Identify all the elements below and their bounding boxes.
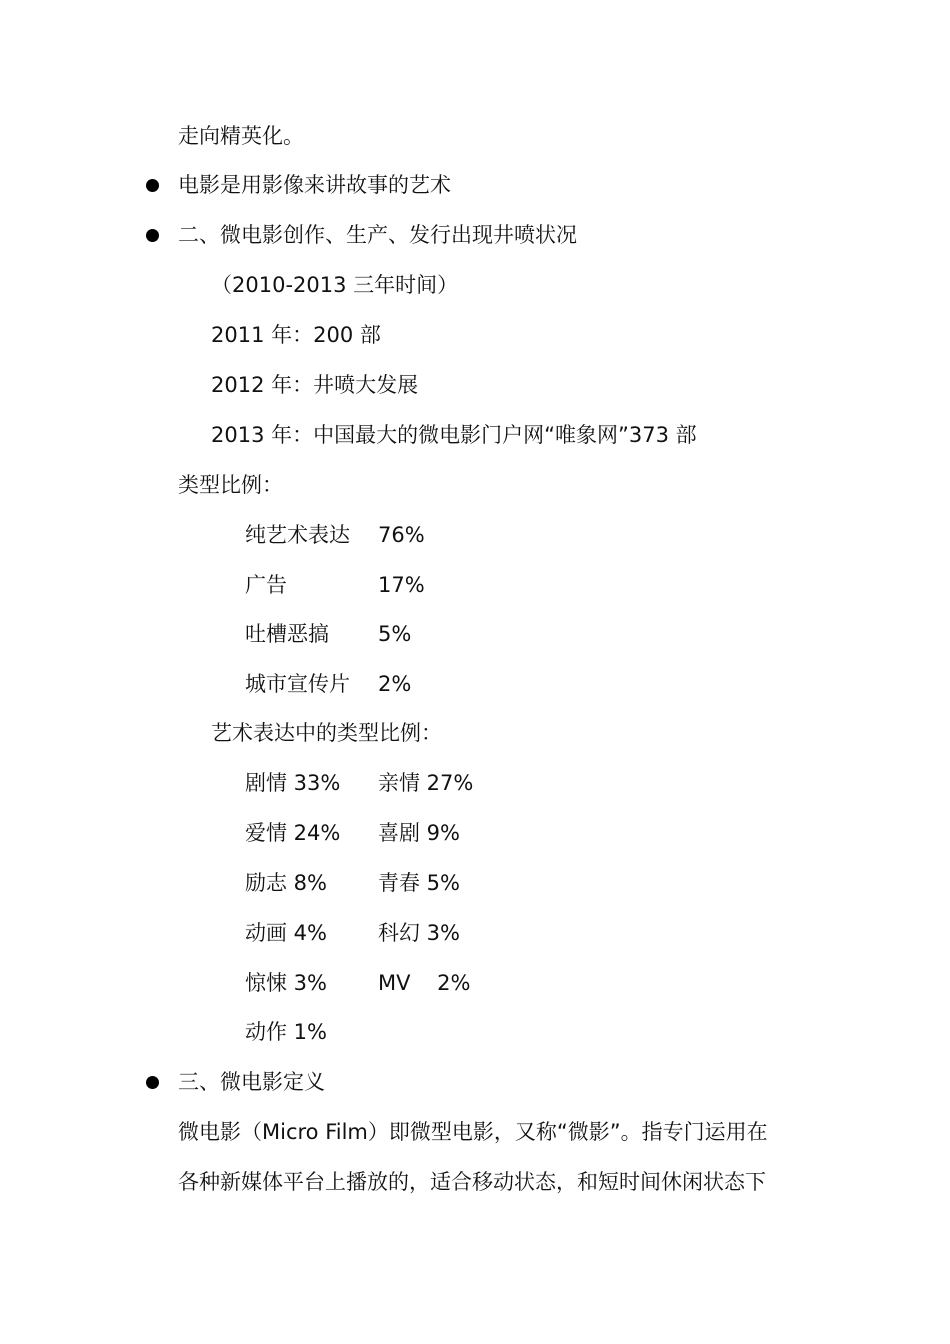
art-type-left: 动作 1% <box>245 1020 327 1044</box>
type-percent: 2% <box>378 672 412 696</box>
bullet-icon <box>146 229 159 242</box>
bullet-icon <box>146 1076 159 1089</box>
type-name: 纯艺术表达 <box>245 523 350 547</box>
text-line: 艺术表达中的类型比例： <box>211 721 442 745</box>
art-type-right: MV 2% <box>378 971 471 995</box>
paragraph-line: 各种新媒体平台上播放的，适合移动状态，和短时间休闲状态下 <box>178 1170 766 1194</box>
text-line: 2013 年：中国最大的微电影门户网“唯象网”373 部 <box>211 423 697 447</box>
type-percent: 76% <box>378 523 425 547</box>
art-type-right: 科幻 3% <box>378 921 460 945</box>
bullet-text: 三、微电影定义 <box>178 1070 325 1094</box>
art-type-left: 励志 8% <box>245 871 327 895</box>
type-name: 城市宣传片 <box>245 672 350 696</box>
text-line: 类型比例： <box>178 473 283 497</box>
text-line: （2010-2013 三年时间） <box>211 273 459 297</box>
bullet-text: 电影是用影像来讲故事的艺术 <box>178 173 451 197</box>
art-type-left: 剧情 33% <box>245 771 341 795</box>
type-percent: 17% <box>378 573 425 597</box>
text-line: 2011 年：200 部 <box>211 323 381 347</box>
art-type-left: 动画 4% <box>245 921 327 945</box>
type-name: 广告 <box>245 573 287 597</box>
art-type-left: 惊悚 3% <box>245 971 327 995</box>
text-line: 2012 年：井喷大发展 <box>211 373 419 397</box>
bullet-icon <box>146 179 159 192</box>
art-type-right: 亲情 27% <box>378 771 474 795</box>
type-percent: 5% <box>378 622 412 646</box>
type-name: 吐槽恶搞 <box>245 622 329 646</box>
art-type-left: 爱情 24% <box>245 821 341 845</box>
art-type-right: 喜剧 9% <box>378 821 460 845</box>
bullet-text: 二、微电影创作、生产、发行出现井喷状况 <box>178 223 577 247</box>
art-type-right: 青春 5% <box>378 871 460 895</box>
paragraph-line: 微电影（Micro Film）即微型电影，又称“微影”。指专门运用在 <box>178 1120 768 1144</box>
text-line: 走向精英化。 <box>178 124 304 148</box>
